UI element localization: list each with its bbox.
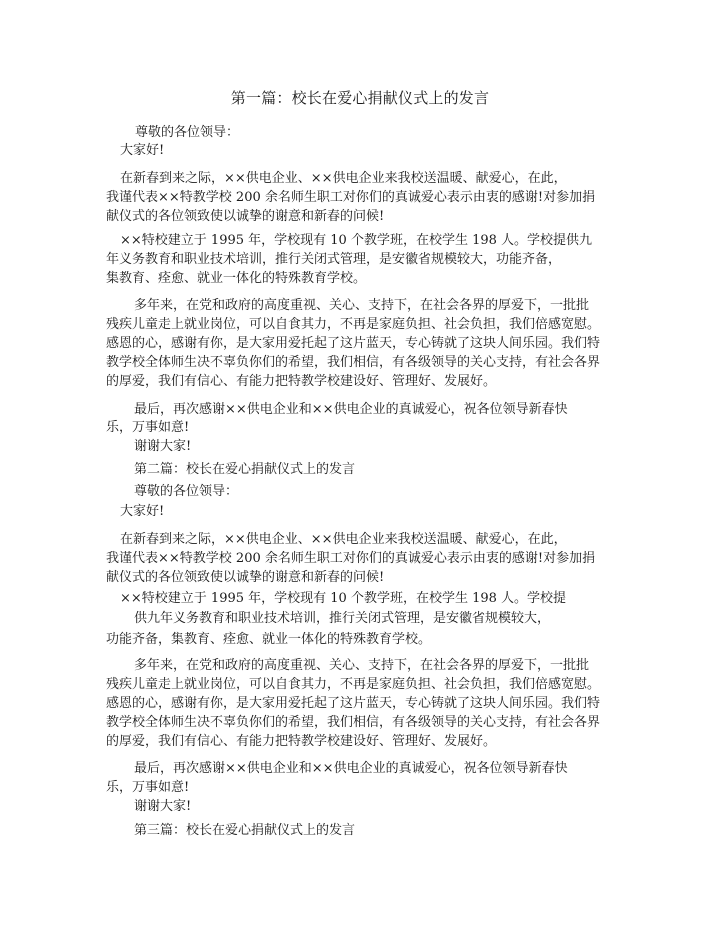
paragraph-line: 献仪式的各位领致使以诚挚的谢意和新春的问候! bbox=[106, 570, 385, 585]
paragraph-line: 教学校全体师生决不辜负你们的希望，我们相信，有各级领导的关心支持，有社会各界 bbox=[106, 355, 601, 370]
paragraph-line: 集教育、痊愈、就业一体化的特殊教育学校。 bbox=[106, 271, 367, 286]
salutation: 尊敬的各位领导： bbox=[134, 484, 239, 499]
paragraph-line: 的厚爱，我们有信心、有能力把特教学校建设好、管理好、发展好。 bbox=[106, 374, 497, 389]
paragraph-line: 供九年义务教育和职业技术培训，推行关闭式管理，是安徽省规模较大， bbox=[134, 611, 551, 626]
paragraph-line: 的厚爱，我们有信心、有能力把特教学校建设好、管理好、发展好。 bbox=[106, 734, 497, 749]
paragraph-line: 乐，万事如意! bbox=[106, 780, 190, 795]
paragraph-line: 最后，再次感谢××供电企业和××供电企业的真诚爱心，祝各位领导新春快 bbox=[134, 761, 568, 776]
paragraph-line: 乐，万事如意! bbox=[106, 420, 190, 435]
paragraph-line: 在新春到来之际，××供电企业、××供电企业来我校送温暖、献爱心，在此， bbox=[120, 532, 567, 547]
paragraph-line: 我谨代表××特教学校 200 余名师生职工对你们的真诚爱心表示由衷的感谢!对参加捐 bbox=[106, 551, 596, 566]
paragraph-line: 功能齐备，集教育、痊愈、就业一体化的特殊教育学校。 bbox=[106, 632, 432, 647]
salutation: 尊敬的各位领导： bbox=[135, 125, 240, 140]
paragraph-line: 我谨代表××特教学校 200 余名师生职工对你们的真诚爱心表示由衷的感谢!对参加捐 bbox=[106, 190, 596, 205]
greeting: 大家好! bbox=[120, 504, 165, 519]
paragraph-line: 多年来，在党和政府的高度重视、关心、支持下，在社会各界的厚爱下，一批批 bbox=[134, 658, 590, 673]
paragraph-line: ××特校建立于 1995 年，学校现有 10 个教学班，在校学生 198 人。学校提 bbox=[120, 591, 567, 606]
document-title: 第一篇：校长在爱心捐献仪式上的发言 bbox=[230, 89, 490, 107]
paragraph-line: 年义务教育和职业技术培训，推行关闭式管理，是安徽省规模较大，功能齐备， bbox=[106, 252, 562, 267]
paragraph-line: ××特校建立于 1995 年，学校现有 10 个教学班，在校学生 198 人。学校提供九 bbox=[120, 233, 593, 248]
paragraph-line: 教学校全体师生决不辜负你们的希望，我们相信，有各级领导的关心支持，有社会各界 bbox=[106, 715, 601, 730]
paragraph-line: 献仪式的各位领致使以诚挚的谢意和新春的问候! bbox=[106, 209, 385, 224]
paragraph-line: 在新春到来之际，××供电企业、××供电企业来我校送温暖、献爱心，在此， bbox=[120, 171, 567, 186]
paragraph-line: 残疾儿童走上就业岗位，可以自食其力，不再是家庭负担、社会负担，我们倍感宽慰。 bbox=[106, 677, 601, 692]
paragraph-line: 感恩的心，感谢有你，是大家用爱托起了这片蓝天，专心铸就了这块人间乐园。我们特 bbox=[106, 696, 601, 711]
thanks-line: 谢谢大家! bbox=[134, 799, 192, 814]
paragraph-line: 感恩的心，感谢有你，是大家用爱托起了这片蓝天，专心铸就了这块人间乐园。我们特 bbox=[106, 336, 601, 351]
paragraph-line: 残疾儿童走上就业岗位，可以自食其力，不再是家庭负担、社会负担，我们倍感宽慰。 bbox=[106, 317, 601, 332]
paragraph-line: 最后，再次感谢××供电企业和××供电企业的真诚爱心，祝各位领导新春快 bbox=[134, 402, 568, 417]
section-heading: 第二篇：校长在爱心捐献仪式上的发言 bbox=[134, 462, 356, 477]
thanks-line: 谢谢大家! bbox=[134, 439, 192, 454]
section-heading: 第三篇：校长在爱心捐献仪式上的发言 bbox=[134, 823, 356, 838]
paragraph-line: 多年来，在党和政府的高度重视、关心、支持下，在社会各界的厚爱下，一批批 bbox=[134, 298, 590, 313]
greeting: 大家好! bbox=[120, 143, 165, 158]
